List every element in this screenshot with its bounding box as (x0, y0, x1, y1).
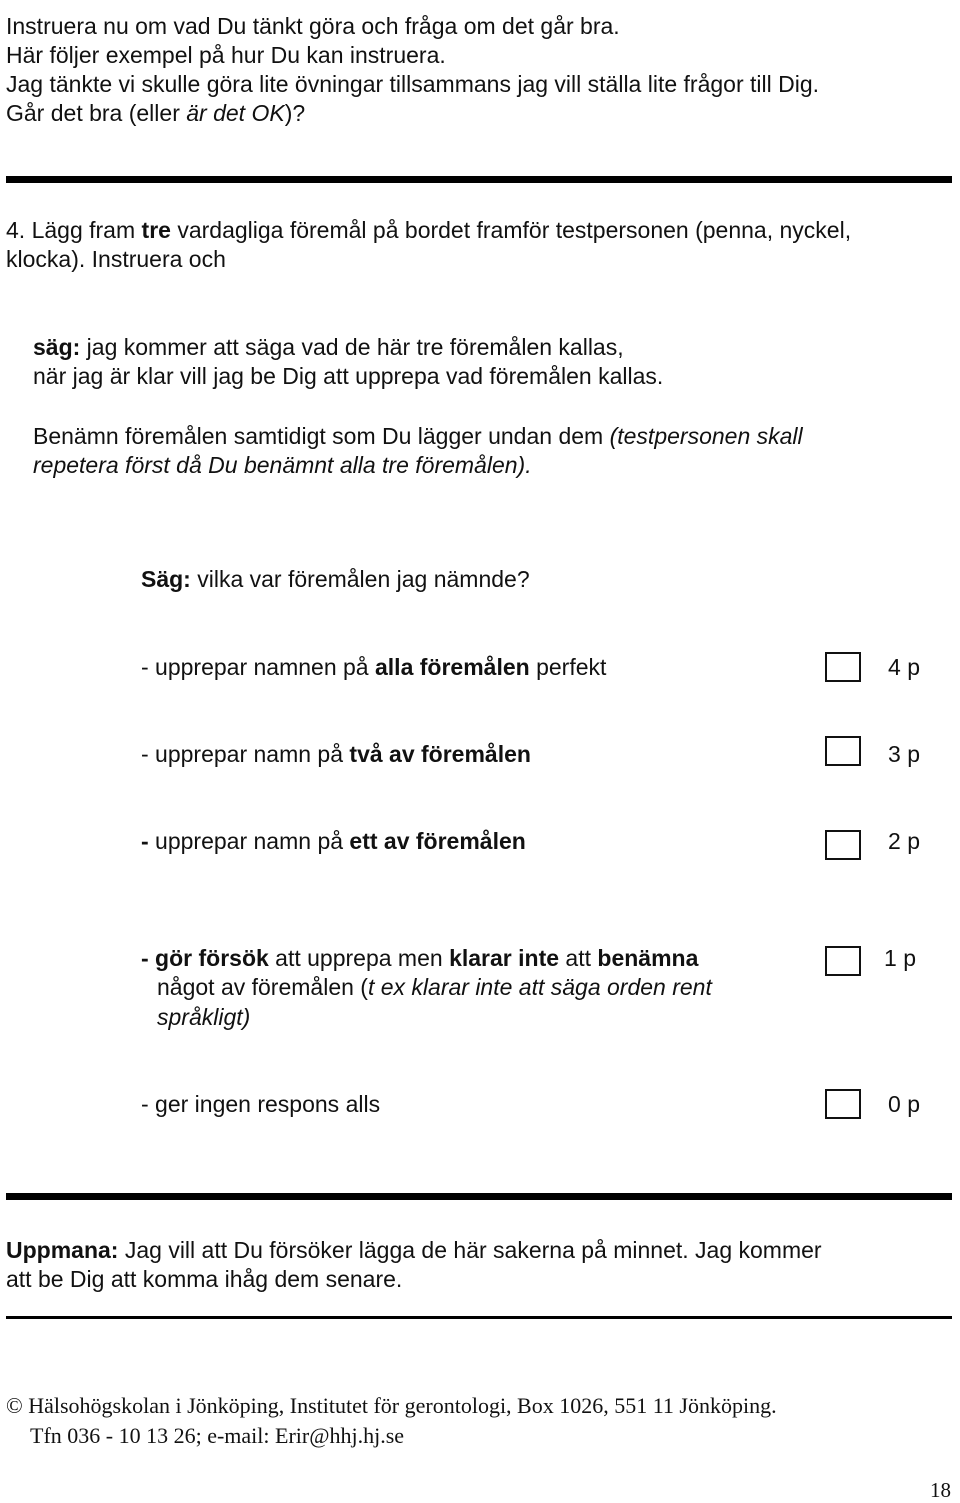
intro-line-1: Instruera nu om vad Du tänkt göra och fråga om det går bra. (6, 13, 620, 39)
option-1p-line-2-a: något av föremålen ( (157, 974, 368, 1000)
intro-line-2: Här följer exempel på hur Du kan instruera. (6, 42, 446, 68)
page-number: 18 (930, 1478, 951, 1502)
option-4p-a: - upprepar namnen på (141, 654, 375, 680)
intro-line-4-c: )? (284, 100, 306, 126)
option-1p-text-1: att upprepa men (268, 945, 450, 971)
step4-line-1-bold: tre (141, 217, 171, 243)
option-2p-dash: - (141, 828, 149, 854)
footer-divider (6, 1316, 952, 1319)
points-2p: 2 p (888, 828, 920, 854)
option-1p-bold-3: benämna (597, 945, 699, 971)
option-3p-label (141, 740, 531, 769)
points-4p: 4 p (888, 654, 920, 680)
checkbox-2p[interactable] (825, 830, 861, 860)
name-line-2 (33, 451, 532, 480)
option-1p-line-3-italic: språkligt) (157, 1004, 251, 1030)
reminder-line-1 (6, 1236, 822, 1265)
checkbox-0p[interactable] (825, 1089, 861, 1119)
intro-line-4-italic: är det OK (186, 100, 285, 126)
say-line-2: när jag är klar vill jag be Dig att upprepa vad föremålen kallas. (33, 363, 664, 389)
name-line-2-italic: repetera först då Du benämnt alla tre föremålen). (33, 452, 532, 478)
section-divider-bottom (6, 1193, 952, 1200)
step4-line-2: klocka). Instruera och (6, 246, 226, 272)
intro-line-3: Jag tänkte vi skulle göra lite övningar tillsammans jag vill ställa lite frågor till Dig. (6, 71, 820, 97)
option-1p-bold-2: klarar inte (449, 945, 560, 971)
reminder-text-1: Jag vill att Du försöker lägga de här sakerna på minnet. Jag kommer (118, 1237, 822, 1263)
step4-line-1 (6, 216, 851, 245)
option-3p-a: - upprepar namn på (141, 741, 350, 767)
say-label: säg: (33, 334, 81, 360)
question-text: vilka var föremålen jag nämnde? (190, 566, 530, 592)
option-4p-bold: alla föremålen (375, 654, 530, 680)
question-line (141, 565, 530, 594)
intro-line-4-a: Går det bra (eller (6, 100, 187, 126)
say-line-1 (33, 333, 624, 362)
checkbox-4p[interactable] (825, 652, 861, 682)
option-1p-line-1 (141, 944, 698, 973)
option-1p-line-3 (157, 1003, 250, 1032)
option-0p-label: - ger ingen respons alls (141, 1091, 381, 1117)
name-line-1-italic: (testpersonen skall (609, 423, 803, 449)
option-4p-c: perfekt (529, 654, 607, 680)
points-3p: 3 p (888, 741, 920, 767)
checkbox-3p[interactable] (825, 736, 861, 766)
reminder-label: Uppmana: (6, 1237, 119, 1263)
say-text: jag kommer att säga vad de här tre föremålen kallas, (80, 334, 624, 360)
name-line-1-a: Benämn föremålen samtidigt som Du lägger undan dem (33, 423, 610, 449)
option-1p-line-2 (157, 973, 712, 1002)
option-4p-label (141, 653, 606, 682)
option-2p-label (141, 827, 526, 856)
footer-line-2: Tfn 036 - 10 13 26; e-mail: Erir@hhj.hj.se (30, 1423, 405, 1448)
step4-line-1-c: vardagliga föremål på bordet framför testpersonen (penna, nyckel, (170, 217, 852, 243)
points-0p: 0 p (888, 1091, 920, 1117)
option-2p-bold: ett av föremålen (349, 828, 526, 854)
step4-line-1-a: 4. Lägg fram (6, 217, 142, 243)
option-3p-bold: två av föremålen (349, 741, 531, 767)
option-1p-text-2: att (559, 945, 598, 971)
option-1p-bold-1: - gör försök (141, 945, 269, 971)
points-1p: 1 p (884, 945, 916, 971)
option-2p-a: upprepar namn på (148, 828, 350, 854)
question-label: Säg: (141, 566, 191, 592)
intro-line-4 (6, 99, 305, 128)
footer-line-1: © Hälsohögskolan i Jönköping, Institutet för gerontologi, Box 1026, 551 11 Jönköping. (6, 1393, 777, 1418)
reminder-line-2: att be Dig att komma ihåg dem senare. (6, 1266, 403, 1292)
section-divider-top (6, 176, 952, 183)
name-line-1 (33, 422, 803, 451)
option-1p-line-2-italic: t ex klarar inte att säga orden rent (367, 974, 712, 1000)
